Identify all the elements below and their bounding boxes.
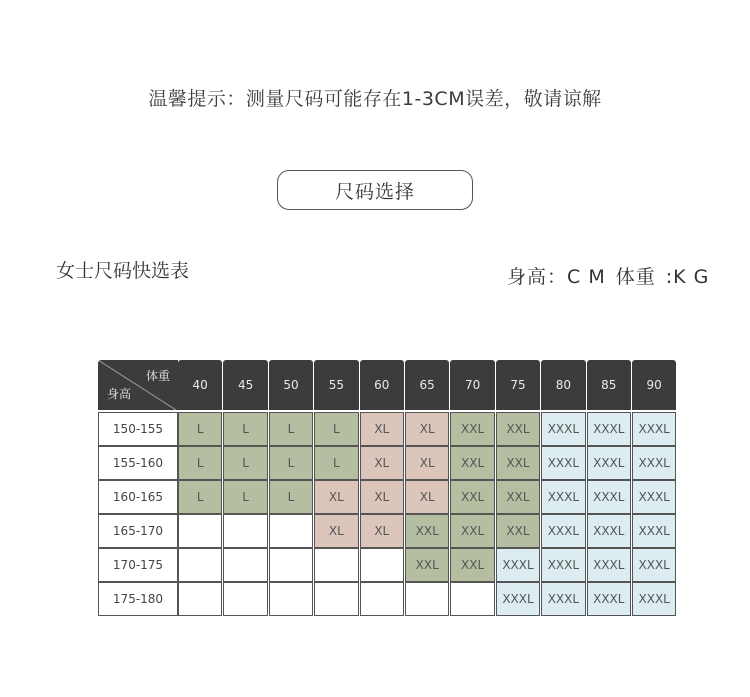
size-cell: XXXL (496, 548, 540, 582)
size-cell (178, 514, 222, 548)
weight-header: 65 (405, 360, 449, 410)
size-cell: XL (405, 480, 449, 514)
size-cell (223, 514, 267, 548)
height-row-label: 170-175 (98, 548, 178, 582)
size-cell: XXL (496, 514, 540, 548)
corner-height-label: 身高 (107, 387, 132, 401)
notice-text: 温馨提示：测量尺码可能存在1-3CM误差，敬请谅解 (148, 88, 602, 110)
size-cell: XL (314, 514, 358, 548)
size-cell: L (178, 446, 222, 480)
size-cell: XXXL (541, 548, 585, 582)
size-cell: XXXL (541, 446, 585, 480)
size-cell: XXXL (541, 514, 585, 548)
size-cell: XXL (450, 480, 494, 514)
size-cell (269, 582, 313, 616)
size-cell: XL (405, 412, 449, 446)
size-cell: XXXL (541, 480, 585, 514)
size-cell (314, 582, 358, 616)
size-cell: L (178, 412, 222, 446)
weight-header: 90 (632, 360, 676, 410)
size-cell: XL (360, 412, 404, 446)
table-title: 女士尺码快选表 (56, 260, 190, 282)
weight-header: 50 (269, 360, 313, 410)
size-cell: L (269, 412, 313, 446)
size-cell: L (223, 480, 267, 514)
size-cell (450, 582, 494, 616)
weight-header: 75 (496, 360, 540, 410)
size-cell: XXXL (587, 548, 631, 582)
weight-header: 60 (360, 360, 404, 410)
size-cell: XL (360, 480, 404, 514)
corner-weight-label: 体重 (145, 369, 170, 383)
height-row-label: 155-160 (98, 446, 178, 480)
size-cell (178, 548, 222, 582)
size-select-label: 尺码选择 (334, 180, 415, 203)
size-cell: XXL (450, 412, 494, 446)
weight-header: 45 (223, 360, 267, 410)
weight-unit: :K G (665, 266, 710, 288)
size-cell: XXXL (587, 582, 631, 616)
height-unit: C M (567, 266, 606, 288)
size-cell: XL (360, 446, 404, 480)
size-cell (223, 548, 267, 582)
size-cell: XXXL (632, 548, 676, 582)
size-cell: XXL (450, 548, 494, 582)
size-cell (360, 548, 404, 582)
size-cell: XL (405, 446, 449, 480)
size-cell: XXXL (496, 582, 540, 616)
size-cell: XXL (496, 446, 540, 480)
size-cell (178, 582, 222, 616)
size-cell: XXL (496, 480, 540, 514)
size-cell: XL (314, 480, 358, 514)
size-cell: XXXL (587, 514, 631, 548)
size-cell (314, 548, 358, 582)
size-cell: XXXL (632, 582, 676, 616)
size-cell: XXXL (632, 480, 676, 514)
size-cell: XXL (496, 412, 540, 446)
size-cell: XXL (450, 514, 494, 548)
size-cell (269, 514, 313, 548)
size-cell: XXXL (587, 412, 631, 446)
size-cell: XXXL (587, 446, 631, 480)
size-cell: XL (360, 514, 404, 548)
size-cell: XXXL (541, 582, 585, 616)
size-cell: XXXL (632, 514, 676, 548)
size-select-button[interactable] (277, 170, 473, 210)
size-cell: L (314, 412, 358, 446)
size-cell: L (223, 446, 267, 480)
size-cell (360, 582, 404, 616)
size-cell: XXXL (632, 446, 676, 480)
weight-header: 80 (541, 360, 585, 410)
size-cell: XXL (405, 514, 449, 548)
table-corner-header (98, 360, 178, 410)
units-label (507, 262, 709, 289)
weight-header: 70 (450, 360, 494, 410)
size-cell: XXL (405, 548, 449, 582)
size-cell: L (178, 480, 222, 514)
size-cell: XXL (450, 446, 494, 480)
size-cell: XXXL (587, 480, 631, 514)
weight-header: 40 (178, 360, 222, 410)
height-row-label: 160-165 (98, 480, 178, 514)
weight-header: 85 (587, 360, 631, 410)
size-cell: L (269, 480, 313, 514)
size-cell: L (223, 412, 267, 446)
height-row-label: 150-155 (98, 412, 178, 446)
weight-header: 55 (314, 360, 358, 410)
height-row-label: 165-170 (98, 514, 178, 548)
size-cell (269, 548, 313, 582)
weight-unit-label: 体重 (615, 266, 656, 288)
size-cell: XXXL (541, 412, 585, 446)
height-row-label: 175-180 (98, 582, 178, 616)
size-cell: L (314, 446, 358, 480)
height-unit-label: 身高： (507, 266, 568, 288)
size-cell: L (269, 446, 313, 480)
size-cell: XXXL (632, 412, 676, 446)
size-cell (223, 582, 267, 616)
size-cell (405, 582, 449, 616)
